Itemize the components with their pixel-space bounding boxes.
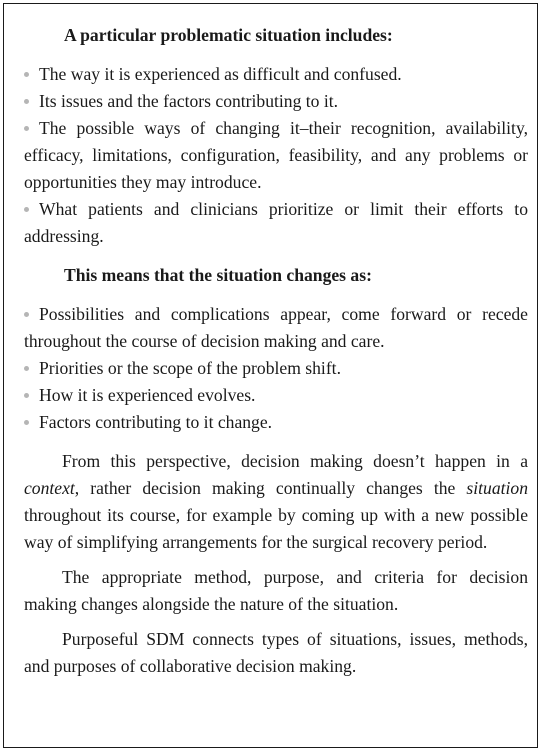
emphasis-context: context [24, 478, 75, 498]
list-item: The way it is experienced as difficult and confused. [24, 61, 528, 88]
list-item: How it is experienced evolves. [24, 382, 528, 409]
bullet-icon [24, 420, 29, 425]
bullet-icon [24, 207, 29, 212]
list-item: Possibilities and complications appear, come forward or recede throughout the course of decision making and care. [24, 304, 528, 351]
emphasis-situation: situation [466, 478, 528, 498]
bullet-icon [24, 312, 29, 317]
list-item: The possible ways of changing it–their recognition, availability, efficacy, limitations, configuration, feasibility, and any problems or opportunities they may introduce. [24, 118, 528, 192]
paragraph-method-purpose: The appropriate method, purpose, and criteria for decision making changes alongside the nature of the situation. [24, 567, 528, 614]
bullet-icon [24, 393, 29, 398]
text-box [3, 3, 538, 748]
paragraph-purposeful-sdm: Purposeful SDM connects types of situations, issues, methods, and purposes of collaborative decision making. [24, 629, 528, 676]
list-item: Its issues and the factors contributing to it. [24, 88, 528, 115]
heading-situation-changes: This means that the situation changes as: [64, 265, 372, 285]
list-item: What patients and clinicians prioritize or limit their efforts to addressing. [24, 199, 528, 246]
list-situation-changes [24, 301, 528, 436]
bullet-icon [24, 366, 29, 371]
list-item: Factors contributing to it change. [24, 409, 528, 436]
bullet-icon [24, 72, 29, 77]
heading-situation-includes: A particular problematic situation includes: [64, 25, 393, 45]
text-box-content [24, 22, 528, 680]
bullet-icon [24, 99, 29, 104]
list-situation-includes [24, 61, 528, 250]
paragraph-perspective: From this perspective, decision making doesn’t happen in a context, rather decision making continually changes the situation throughout its course, for example by coming up with a new possible way of simplifying arrangements for the surgical recovery period. [24, 451, 528, 552]
list-item: Priorities or the scope of the problem shift. [24, 355, 528, 382]
bullet-icon [24, 126, 29, 131]
